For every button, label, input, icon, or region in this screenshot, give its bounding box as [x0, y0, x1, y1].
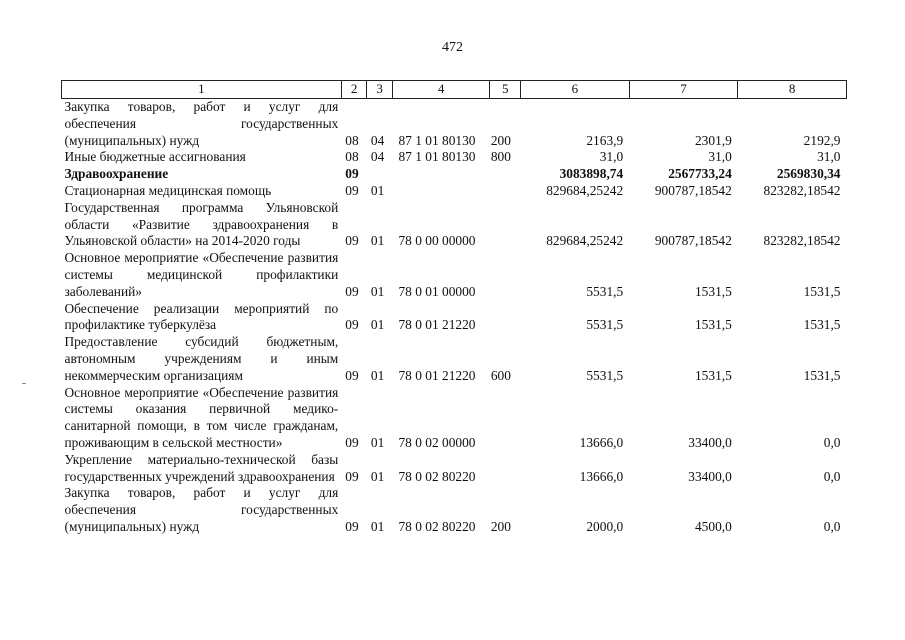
table-row — [62, 166, 847, 183]
row-amount-3: 0,0 — [823, 518, 841, 534]
row-amount-2: 1531,5 — [694, 283, 732, 299]
row-target-article — [392, 166, 489, 183]
table-row — [62, 250, 847, 300]
row-amount-1: 5531,5 — [586, 283, 624, 299]
row-expense-type — [490, 301, 521, 335]
row-amount-3: 0,0 — [823, 468, 841, 484]
row-amount-3: 31,0 — [817, 149, 841, 165]
row-expense-type: 200 — [490, 518, 511, 534]
row-name: Основное мероприятие «Обеспечение развития системы оказания первичной медико-санитарной помощи, в том числе гражданам, проживающим в сельской местности» — [64, 384, 339, 450]
row-target-article: 78 0 01 21220 — [398, 317, 476, 333]
table-row — [62, 385, 847, 452]
row-amount-2: 1531,5 — [694, 317, 732, 333]
row-amount-2: 900787,18542 — [654, 182, 732, 198]
row-target-article — [392, 183, 489, 200]
row-amount-1: 3083898,74 — [559, 166, 624, 182]
row-amount-1: 2000,0 — [586, 518, 624, 534]
row-section: 09 — [345, 518, 359, 534]
row-amount-3: 823282,18542 — [763, 182, 841, 198]
row-section: 09 — [345, 233, 359, 249]
row-target-article: 87 1 01 80130 — [398, 149, 476, 165]
row-amount-2: 2567733,24 — [668, 166, 732, 182]
row-name: Основное мероприятие «Обеспечение развития системы медицинской профилактики заболеваний» — [64, 250, 339, 299]
row-amount-3: 1531,5 — [803, 367, 841, 383]
row-amount-1: 829684,25242 — [546, 233, 624, 249]
row-name: Стационарная медицинская помощь — [64, 182, 272, 198]
row-name: Государственная программа Ульяновской области «Развитие здравоохранения в Ульяновской области» на 2014-2020 годы — [64, 199, 339, 249]
row-target-article: 78 0 02 80220 — [398, 468, 476, 484]
row-section: 09 — [345, 182, 359, 198]
row-subsection: 01 — [370, 367, 385, 383]
row-amount-2: 2301,9 — [694, 132, 732, 148]
row-amount-2: 4500,0 — [694, 518, 732, 534]
header-cell-5: 5 — [490, 81, 521, 99]
row-amount-2: 1531,5 — [694, 367, 732, 383]
row-section: 09 — [345, 468, 359, 484]
header-cell-4: 4 — [392, 81, 489, 99]
row-expense-type — [490, 452, 521, 486]
row-subsection: 01 — [370, 434, 385, 450]
table-row — [62, 149, 847, 166]
row-expense-type — [490, 200, 521, 250]
table-row — [62, 99, 847, 150]
row-subsection — [367, 166, 393, 183]
row-expense-type — [490, 183, 521, 200]
row-target-article: 78 0 01 21220 — [398, 367, 476, 383]
table-row — [62, 485, 847, 535]
row-subsection: 01 — [370, 283, 385, 299]
row-expense-type — [490, 250, 521, 300]
header-row — [62, 81, 847, 99]
margin-mark — [22, 383, 26, 384]
row-name: Укрепление материально-технической базы государственных учреждений здравоохранения — [64, 451, 339, 484]
header-cell-2: 2 — [341, 81, 367, 99]
table-row — [62, 334, 847, 384]
header-cell-6: 6 — [521, 81, 630, 99]
row-expense-type: 200 — [490, 132, 511, 148]
row-expense-type: 600 — [490, 367, 511, 383]
row-section: 09 — [345, 317, 359, 333]
row-subsection: 01 — [370, 468, 385, 484]
row-subsection: 01 — [370, 182, 385, 198]
row-amount-1: 2163,9 — [586, 132, 624, 148]
row-amount-1: 13666,0 — [579, 468, 624, 484]
row-section: 09 — [345, 367, 359, 383]
row-amount-2: 33400,0 — [688, 434, 732, 450]
row-name: Закупка товаров, работ и услуг для обеспечения государственных (муниципальных) нужд — [64, 99, 339, 148]
page-number: 472 — [442, 40, 463, 55]
row-amount-3: 1531,5 — [803, 283, 841, 299]
row-amount-1: 5531,5 — [586, 317, 624, 333]
row-target-article: 78 0 02 00000 — [398, 434, 476, 450]
row-expense-type: 800 — [490, 149, 511, 165]
row-section: 09 — [345, 283, 359, 299]
row-amount-3: 2192,9 — [803, 132, 841, 148]
row-target-article: 78 0 02 80220 — [398, 518, 476, 534]
row-amount-2: 900787,18542 — [654, 233, 732, 249]
row-amount-2: 33400,0 — [688, 468, 732, 484]
row-amount-3: 1531,5 — [803, 317, 841, 333]
header-cell-1: 1 — [62, 81, 342, 99]
row-target-article: 87 1 01 80130 — [398, 132, 476, 148]
row-name: Иные бюджетные ассигнования — [64, 149, 246, 165]
row-amount-1: 13666,0 — [579, 434, 624, 450]
row-subsection: 01 — [370, 518, 385, 534]
row-name: Обеспечение реализации мероприятий по профилактике туберкулёза — [64, 300, 339, 333]
row-expense-type — [490, 166, 521, 183]
row-subsection: 01 — [370, 317, 385, 333]
row-section: 08 — [345, 132, 359, 148]
row-target-article: 78 0 01 00000 — [398, 283, 476, 299]
row-section: 09 — [345, 166, 359, 182]
header-cell-7: 7 — [629, 81, 738, 99]
budget-table — [61, 80, 847, 536]
row-subsection: 04 — [370, 149, 385, 165]
row-expense-type — [490, 385, 521, 452]
table-row — [62, 452, 847, 486]
row-amount-2: 31,0 — [708, 149, 732, 165]
row-amount-3: 823282,18542 — [763, 233, 841, 249]
row-name: Закупка товаров, работ и услуг для обеспечения государственных (муниципальных) нужд — [64, 485, 339, 534]
row-amount-3: 0,0 — [823, 434, 841, 450]
header-cell-3: 3 — [367, 81, 393, 99]
row-amount-1: 5531,5 — [586, 367, 624, 383]
row-amount-1: 31,0 — [599, 149, 624, 165]
row-section: 08 — [345, 149, 359, 165]
row-amount-1: 829684,25242 — [546, 182, 624, 198]
table-row — [62, 183, 847, 200]
row-target-article: 78 0 00 00000 — [398, 233, 476, 249]
table-row — [62, 200, 847, 250]
row-name: Здравоохранение — [64, 166, 169, 182]
table-row — [62, 301, 847, 335]
row-name: Предоставление субсидий бюджетным, автономным учреждениям и иным некоммерческим организациям — [64, 334, 339, 383]
header-cell-8: 8 — [738, 81, 847, 99]
row-subsection: 04 — [370, 132, 385, 148]
row-section: 09 — [345, 434, 359, 450]
row-subsection: 01 — [370, 233, 385, 249]
row-amount-3: 2569830,34 — [776, 166, 841, 182]
